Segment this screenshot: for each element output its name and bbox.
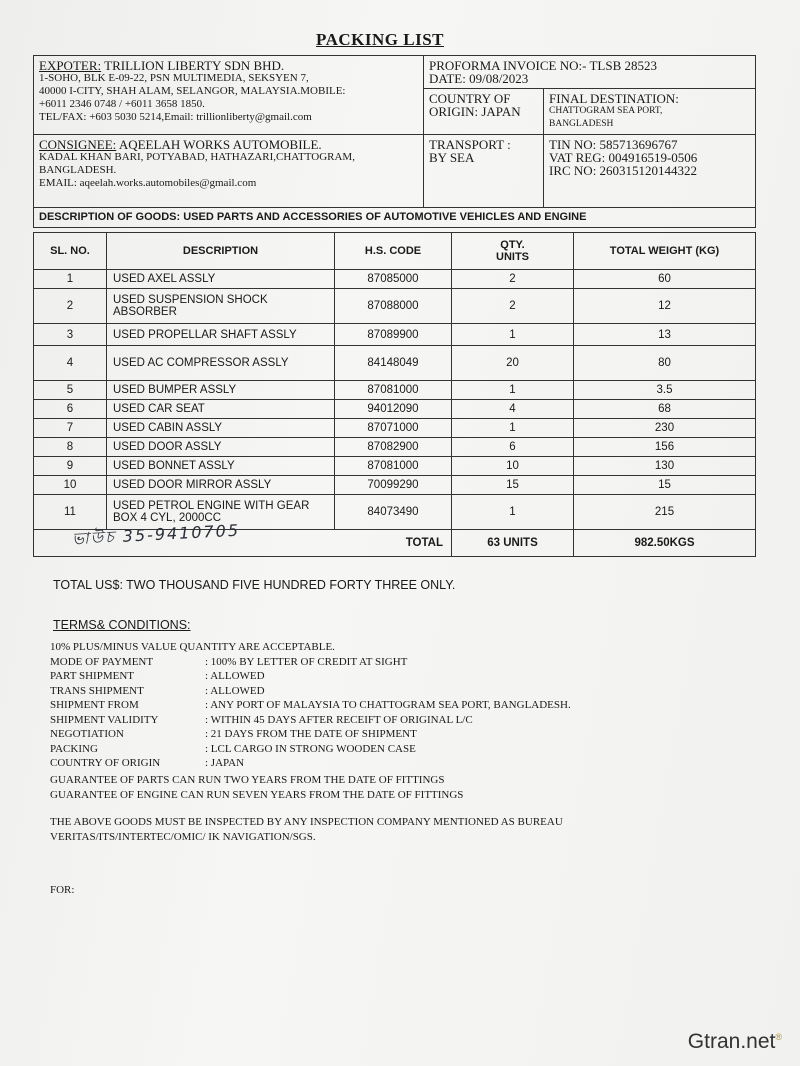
term-row: PART SHIPMENT : ALLOWED xyxy=(50,670,265,682)
cell-weight: 15 xyxy=(574,476,756,495)
goods-header-row xyxy=(34,233,756,270)
tin-number: TIN NO: 585713696767 xyxy=(549,137,678,152)
term-row: NEGOTIATION : 21 DAYS FROM THE DATE OF SHIPMENT xyxy=(50,728,417,740)
cell-weight: 68 xyxy=(574,400,756,419)
cell-hs-code: 70099290 xyxy=(335,476,452,495)
cell-weight: 12 xyxy=(574,289,756,324)
table-row xyxy=(34,419,756,438)
term-row: PACKING : LCL CARGO IN STRONG WOODEN CASE xyxy=(50,742,416,755)
table-row xyxy=(34,476,756,495)
cell-hs-code: 87089900 xyxy=(335,324,452,346)
terms-heading: TERMS& CONDITIONS: xyxy=(53,618,191,632)
cell-weight: 3.5 xyxy=(574,381,756,400)
cell-description: USED AC COMPRESSOR ASSLY xyxy=(107,346,335,381)
cell-hs-code: 87081000 xyxy=(335,457,452,476)
table-row xyxy=(34,346,756,381)
cell-hs-code: 84148049 xyxy=(335,346,452,381)
col-hs-code: H.S. CODE xyxy=(335,233,452,270)
table-row xyxy=(34,457,756,476)
exporter-address-1: 1-SOHO, BLK E-09-22, PSN MULTIMEDIA, SEKSYEN 7, xyxy=(39,72,309,84)
guarantee-block xyxy=(50,773,463,802)
cell-sl: 6 xyxy=(34,400,107,419)
cell-description: USED PROPELLAR SHAFT ASSLY xyxy=(107,324,335,346)
cell-sl: 2 xyxy=(34,289,107,324)
cell-hs-code: 87081000 xyxy=(335,381,452,400)
cell-description: USED AXEL ASSLY xyxy=(107,270,335,289)
cell-description: USED CAR SEAT xyxy=(107,400,335,419)
term-row: SHIPMENT FROM : ANY PORT OF MALAYSIA TO CHATTOGRAM SEA PORT, BANGLADESH. xyxy=(50,699,571,711)
cell-hs-code: 87085000 xyxy=(335,270,452,289)
cell-weight: 13 xyxy=(574,324,756,346)
consignee-address-2: BANGLADESH. xyxy=(39,164,117,176)
cell-description: USED CABIN ASSLY xyxy=(107,419,335,438)
watermark: Gtran.net® xyxy=(687,1030,782,1053)
consignee-block xyxy=(34,135,424,208)
cell-weight: 60 xyxy=(574,270,756,289)
goods-table xyxy=(33,232,756,557)
cell-description: USED SUSPENSION SHOCK ABSORBER xyxy=(107,289,335,324)
exporter-address-2: 40000 I-CITY, SHAH ALAM, SELANGOR, MALAYSIA.MOBILE: xyxy=(39,85,346,97)
destination-line-1: CHATTOGRAM SEA PORT, xyxy=(549,106,663,116)
invoice-date: DATE: 09/08/2023 xyxy=(429,71,529,86)
cell-description: USED BONNET ASSLY xyxy=(107,457,335,476)
consignee-label: CONSIGNEE: xyxy=(39,137,117,152)
cell-weight: 80 xyxy=(574,346,756,381)
cell-description: USED BUMPER ASSLY xyxy=(107,381,335,400)
total-amount-words: TOTAL US$: TWO THOUSAND FIVE HUNDRED FORTY THREE ONLY. xyxy=(53,578,456,592)
origin-value: ORIGIN: JAPAN xyxy=(429,104,521,119)
term-row: COUNTRY OF ORIGIN : JAPAN xyxy=(50,757,245,769)
total-qty: 63 UNITS xyxy=(452,530,574,557)
handwritten-note: ভাউচ 35-9410705 xyxy=(71,520,241,549)
cell-qty: 10 xyxy=(452,457,574,476)
cell-sl: 1 xyxy=(34,270,107,289)
col-total-weight: TOTAL WEIGHT (KG) xyxy=(574,233,756,270)
destination-line-2: BANGLADESH xyxy=(549,119,614,129)
cell-qty: 6 xyxy=(452,438,574,457)
cell-hs-code: 87071000 xyxy=(335,419,452,438)
exporter-label: EXPOTER: xyxy=(39,58,102,73)
table-row xyxy=(34,289,756,324)
col-description: DESCRIPTION xyxy=(107,233,335,270)
term-row: MODE OF PAYMENT : 100% BY LETTER OF CREDIT AT SIGHT xyxy=(50,655,408,668)
cell-sl: 3 xyxy=(34,324,107,346)
cell-weight: 156 xyxy=(574,438,756,457)
guarantee-parts: GUARANTEE OF PARTS CAN RUN TWO YEARS FROM THE DATE OF FITTINGS xyxy=(50,774,445,786)
exporter-name: TRILLION LIBERTY SDN BHD. xyxy=(104,58,285,73)
transport-value: BY SEA xyxy=(429,150,475,165)
cell-sl: 5 xyxy=(34,381,107,400)
exporter-contact: TEL/FAX: +603 5030 5214,Email: trillionliberty@gmail.com xyxy=(39,111,312,123)
table-row xyxy=(34,400,756,419)
cell-weight: 230 xyxy=(574,419,756,438)
origin-label: COUNTRY OF xyxy=(429,91,511,106)
origin-block xyxy=(424,89,544,135)
cell-description: USED PETROL ENGINE WITH GEAR BOX 4 CYL, 2000CC xyxy=(107,495,335,530)
destination-block xyxy=(544,89,756,135)
ids-block xyxy=(544,135,756,208)
consignee-address-1: KADAL KHAN BARI, POTYABAD, HATHAZARI,CHATTOGRAM, xyxy=(39,151,355,163)
col-sl-no: SL. NO. xyxy=(34,233,107,270)
proforma-invoice: PROFORMA INVOICE NO:- TLSB 28523 xyxy=(429,58,658,73)
exporter-block xyxy=(34,56,424,135)
cell-sl: 11 xyxy=(34,495,107,530)
terms-list xyxy=(50,640,571,771)
cell-description: USED DOOR MIRROR ASSLY xyxy=(107,476,335,495)
transport-label: TRANSPORT : xyxy=(429,137,511,152)
header-table xyxy=(33,55,756,228)
cell-sl: 7 xyxy=(34,419,107,438)
consignee-email: EMAIL: aqeelah.works.automobiles@gmail.com xyxy=(39,177,257,189)
consignee-name: AQEELAH WORKS AUTOMOBILE. xyxy=(118,137,322,152)
cell-sl: 8 xyxy=(34,438,107,457)
table-row xyxy=(34,381,756,400)
cell-weight: 130 xyxy=(574,457,756,476)
term-row: TRANS SHIPMENT : ALLOWED xyxy=(50,684,265,697)
registered-icon: ® xyxy=(775,1032,782,1042)
cell-qty: 20 xyxy=(452,346,574,381)
cell-qty: 1 xyxy=(452,495,574,530)
invoice-block xyxy=(424,56,756,89)
cell-description: USED DOOR ASSLY xyxy=(107,438,335,457)
term-row: SHIPMENT VALIDITY : WITHIN 45 DAYS AFTER RECEIFT OF ORIGINAL L/C xyxy=(50,713,473,726)
cell-sl: 4 xyxy=(34,346,107,381)
cell-weight: 215 xyxy=(574,495,756,530)
cell-sl: 9 xyxy=(34,457,107,476)
vat-registration: VAT REG: 004916519-0506 xyxy=(549,150,698,165)
cell-qty: 1 xyxy=(452,381,574,400)
terms-intro: 10% PLUS/MINUS VALUE QUANTITY ARE ACCEPTABLE. xyxy=(50,641,335,653)
for-label: FOR: xyxy=(50,884,75,896)
table-row xyxy=(34,438,756,457)
irc-number: IRC NO: 260315120144322 xyxy=(549,163,698,178)
transport-block xyxy=(424,135,544,208)
table-row xyxy=(34,324,756,346)
cell-qty: 2 xyxy=(452,289,574,324)
total-weight: 982.50KGS xyxy=(574,530,756,557)
cell-sl: 10 xyxy=(34,476,107,495)
cell-qty: 1 xyxy=(452,324,574,346)
col-qty: QTY. UNITS xyxy=(452,233,574,270)
cell-qty: 15 xyxy=(452,476,574,495)
goods-description: DESCRIPTION OF GOODS: USED PARTS AND ACCESSORIES OF AUTOMOTIVE VEHICLES AND ENGINE xyxy=(34,208,756,228)
cell-hs-code: 94012090 xyxy=(335,400,452,419)
cell-qty: 4 xyxy=(452,400,574,419)
guarantee-engine: GUARANTEE OF ENGINE CAN RUN SEVEN YEARS FROM THE DATE OF FITTINGS xyxy=(50,788,464,801)
total-label: TOTAL xyxy=(34,530,452,557)
cell-qty: 2 xyxy=(452,270,574,289)
table-row xyxy=(34,270,756,289)
cell-qty: 1 xyxy=(452,419,574,438)
destination-label: FINAL DESTINATION: xyxy=(549,91,679,106)
cell-hs-code: 87082900 xyxy=(335,438,452,457)
cell-hs-code: 87088000 xyxy=(335,289,452,324)
exporter-phone: +6011 2346 0748 / +6011 3658 1850. xyxy=(39,98,205,110)
document-title: PACKING LIST xyxy=(315,30,444,49)
inspection-note: THE ABOVE GOODS MUST BE INSPECTED BY ANY INSPECTION COMPANY MENTIONED AS BUREAU VERITAS/ITS/INTERTEC/OMIC/ IK NAVIGATION/SGS. xyxy=(50,816,563,843)
cell-hs-code: 84073490 xyxy=(335,495,452,530)
